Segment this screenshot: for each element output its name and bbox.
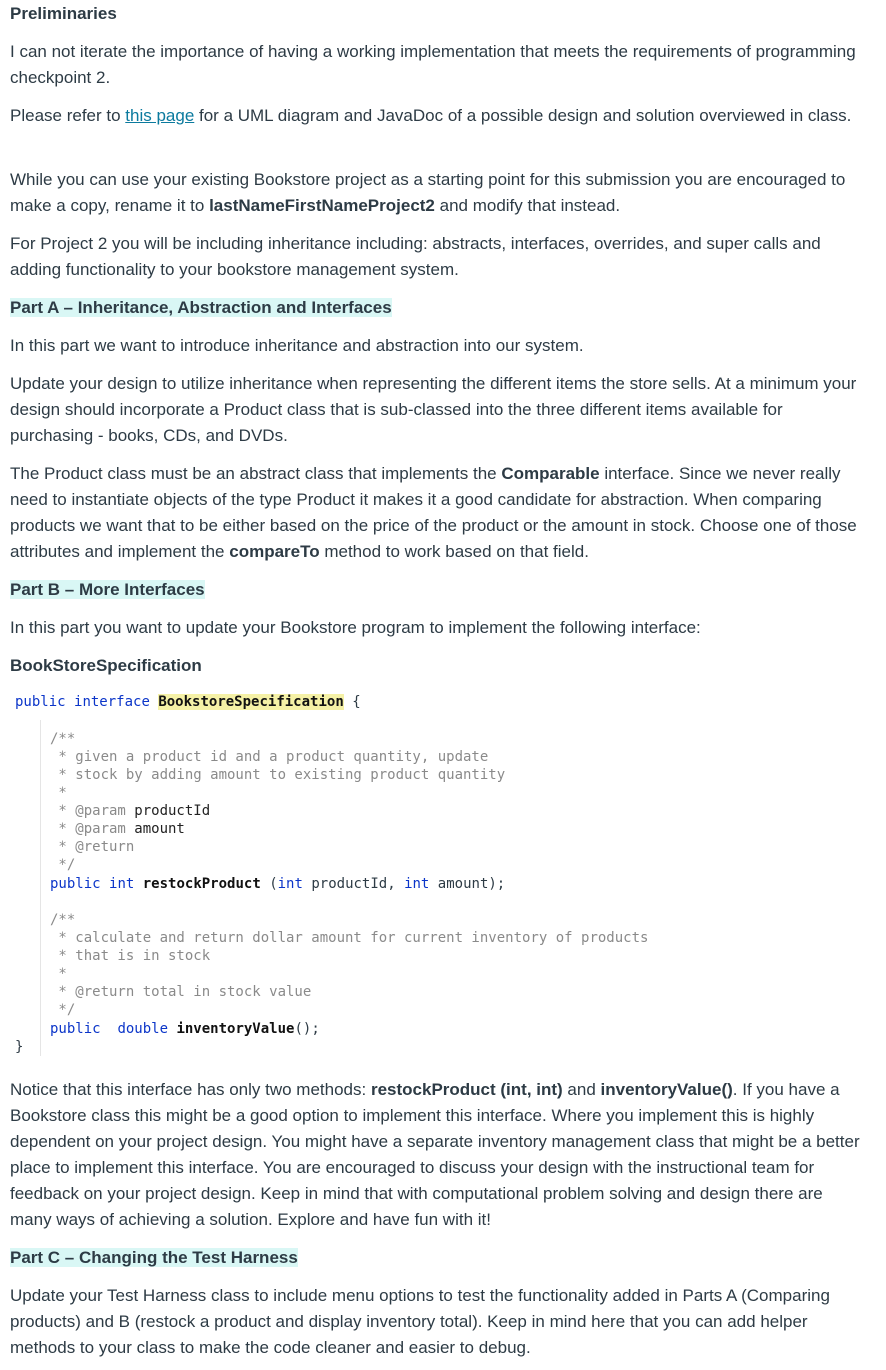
code-comment-line: /** bbox=[50, 912, 76, 928]
part-a-heading bbox=[10, 296, 392, 320]
code-param-name: amount bbox=[125, 821, 185, 837]
text-span: Please refer to bbox=[10, 106, 126, 125]
preliminaries-paragraph-2 bbox=[10, 103, 860, 129]
part-b-heading-text: Part B – More Interfaces bbox=[10, 580, 205, 599]
text-span: Notice that this interface has only two methods: bbox=[10, 1080, 371, 1099]
part-c-paragraph-1: Update your Test Harness class to include menu options to test the functionality added in Parts A (Comparing products) and B (restock a product and display inventory total). Keep in mind here that you can add helper methods to your class to make the code cleaner and easier to debug. bbox=[10, 1286, 830, 1357]
text-span: interface. Since we never really need to instantiate objects of the type Product it makes it a good candidate for abstraction. When comparing products we want that to be either based on the price of the product or the amount in stock. Choose one of those attributes and implement the bbox=[10, 464, 857, 561]
part-c-heading bbox=[10, 1246, 298, 1270]
part-a-paragraph-3 bbox=[10, 461, 860, 565]
project-name-bold: lastNameFirstNameProject2 bbox=[209, 196, 435, 215]
part-a-paragraph-2: Update your design to utilize inheritance when representing the different items the store sells. At a minimum your design should incorporate a Product class that is sub-classed into the three different items available for purchasing - books, CDs, and DVDs. bbox=[10, 374, 857, 445]
code-comment-line: * given a product id and a product quantity, update bbox=[50, 749, 489, 765]
compareto-bold: compareTo bbox=[229, 542, 320, 561]
code-comment-line: * bbox=[50, 966, 67, 982]
part-a-heading-text: Part A – Inheritance, Abstraction and Interfaces bbox=[10, 298, 392, 317]
code-text: (); bbox=[294, 1021, 320, 1037]
code-comment-tag: * @param bbox=[50, 803, 126, 819]
comparable-bold: Comparable bbox=[501, 464, 600, 483]
code-block bbox=[10, 690, 870, 1060]
code-line-inventory-method bbox=[50, 1020, 320, 1038]
text-span: . If you have a Bookstore class this might be a good option to implement this interface. Where you implement this is highly dependent on your project design. You might have a separate inventory management class that might be a better place to implement this interface. You are encouraged to discuss your design with the instructional team for feedback on your project design. Keep in mind that with computational problem solving and design there are many ways of achieving a solution. Explore and have fun with it! bbox=[10, 1080, 860, 1229]
code-line-restock-method bbox=[50, 875, 505, 893]
code-keyword: int bbox=[404, 876, 430, 892]
code-indent-guide bbox=[40, 720, 41, 1056]
code-comment-line: * calculate and return dollar amount for current inventory of products bbox=[50, 930, 649, 946]
code-comment-line: * stock by adding amount to existing product quantity bbox=[50, 767, 506, 783]
code-comment-line: * bbox=[50, 785, 67, 801]
code-brace: } bbox=[15, 1039, 24, 1055]
code-text: ( bbox=[260, 876, 278, 892]
this-page-link[interactable]: this page bbox=[125, 106, 195, 125]
code-comment-line: * that is in stock bbox=[50, 948, 211, 964]
code-comment-line: * @return bbox=[50, 839, 135, 855]
code-param-name: productId bbox=[125, 803, 211, 819]
code-comment-line: */ bbox=[50, 857, 76, 873]
preliminaries-heading: Preliminaries bbox=[10, 4, 117, 23]
inventory-method-bold: inventoryValue() bbox=[600, 1080, 733, 1099]
code-comment-line: */ bbox=[50, 1002, 76, 1018]
code-keyword: public bbox=[15, 694, 66, 710]
preliminaries-paragraph-1: I can not iterate the importance of having a working implementation that meets the requirements of programming checkpoint 2. bbox=[10, 42, 856, 87]
code-method-name: restockProduct bbox=[142, 876, 261, 892]
code-line-interface-decl bbox=[15, 693, 361, 711]
code-comment-line bbox=[50, 820, 185, 838]
preliminaries-paragraph-4: For Project 2 you will be including inheritance including: abstracts, interfaces, overrides, and super calls and adding functionality to your bookstore management system. bbox=[10, 234, 821, 279]
restock-method-bold: restockProduct (int, int) bbox=[370, 1080, 563, 1099]
notice-paragraph bbox=[10, 1077, 860, 1233]
text-span: While you can use your existing Bookstore project as a starting point for this submission you are encouraged to make a copy, rename it to bbox=[10, 170, 846, 215]
code-comment-line: /** bbox=[50, 731, 76, 747]
text-span: for a UML diagram and JavaDoc of a possible design and solution overviewed in class. bbox=[194, 106, 852, 125]
code-keyword: int bbox=[109, 876, 135, 892]
code-keyword: interface bbox=[74, 694, 150, 710]
code-text: amount); bbox=[429, 876, 506, 892]
text-span: and bbox=[562, 1080, 601, 1099]
code-comment-tag: * @param bbox=[50, 821, 126, 837]
preliminaries-paragraph-3 bbox=[10, 167, 860, 219]
text-span: The Product class must be an abstract class that implements the bbox=[10, 464, 502, 483]
code-interface-name: BookstoreSpecification bbox=[158, 694, 344, 710]
part-b-paragraph-1: In this part you want to update your Bookstore program to implement the following interface: bbox=[10, 618, 701, 637]
code-keyword: int bbox=[277, 876, 303, 892]
code-keyword: double bbox=[117, 1021, 169, 1037]
code-comment-line bbox=[50, 802, 210, 820]
spec-heading: BookStoreSpecification bbox=[10, 656, 202, 675]
text-span: method to work based on that field. bbox=[319, 542, 589, 561]
code-method-name: inventoryValue bbox=[176, 1021, 295, 1037]
part-c-heading-text: Part C – Changing the Test Harness bbox=[10, 1248, 298, 1267]
part-b-heading bbox=[10, 578, 205, 602]
code-keyword: public bbox=[50, 1021, 101, 1037]
code-text: productId, bbox=[302, 876, 405, 892]
code-keyword: public bbox=[50, 876, 101, 892]
code-comment-line: * @return total in stock value bbox=[50, 984, 312, 1000]
part-a-paragraph-1: In this part we want to introduce inheritance and abstraction into our system. bbox=[10, 336, 584, 355]
text-span: and modify that instead. bbox=[434, 196, 621, 215]
code-brace: { bbox=[352, 694, 361, 710]
